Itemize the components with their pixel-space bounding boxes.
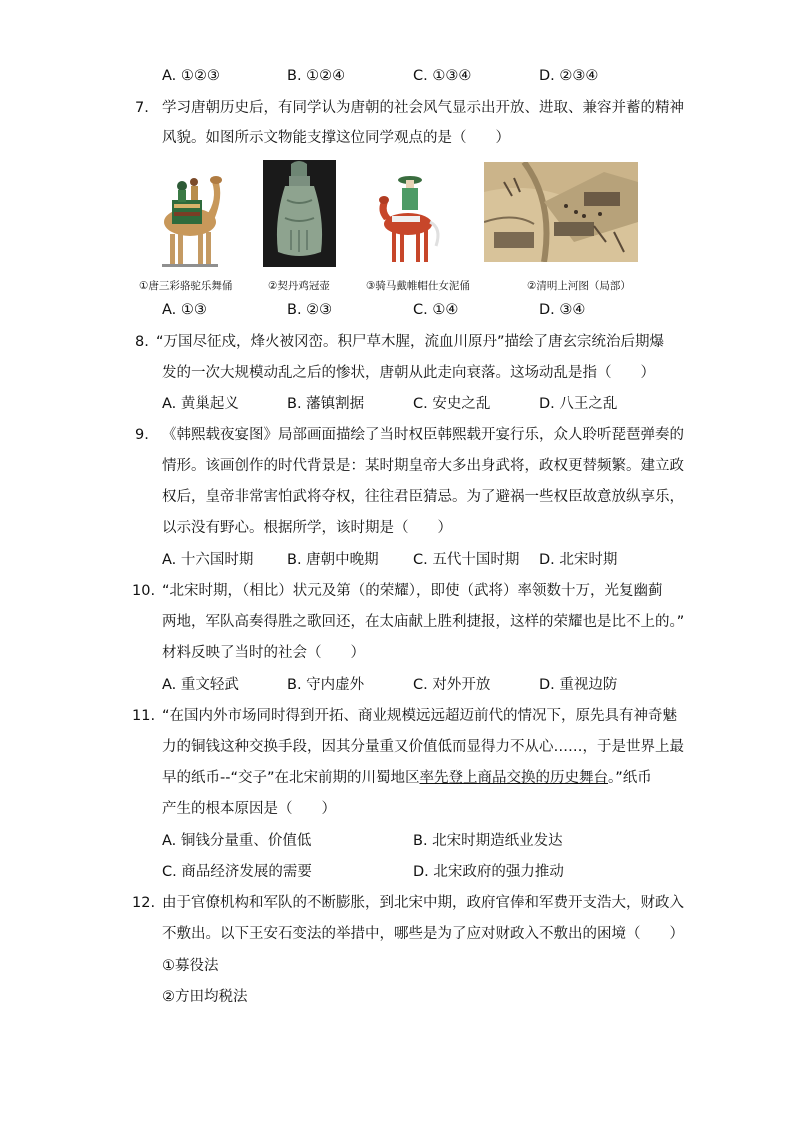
option-c: C. 对外开放 xyxy=(413,677,491,693)
list-item: ②方田均税法 xyxy=(162,989,248,1005)
option-d: D. ③④ xyxy=(539,302,586,318)
option-a: A. 十六国时期 xyxy=(162,552,254,568)
option-a: A. ①②③ xyxy=(162,68,220,84)
question-number: 9. xyxy=(135,427,149,443)
question-text: 材料反映了当时的社会（ ） xyxy=(162,645,365,661)
question-text: 两地，军队高奏得胜之歌回还，在太庙献上胜利捷报，这样的荣耀也是比不上的。” xyxy=(162,614,685,630)
question-text: 权后，皇帝非常害怕武将夺权，往往君臣猜忌。为了避祸一些权臣故意放纵享乐， xyxy=(162,489,684,505)
qingming-scroll-image xyxy=(484,162,638,262)
option-b: B. 藩镇割据 xyxy=(287,396,365,412)
question-text: 情形。该画创作的时代背景是：某时期皇帝大多出身武将，政权更替频繁。建立政 xyxy=(162,458,684,474)
question-text: 力的铜钱这种交换手段，因其分量重又价值低而显得力不从心……，于是世界上最 xyxy=(162,739,684,755)
question-text: 由于官僚机构和军队的不断膨胀，到北宋中期，政府官俸和军费开支浩大，财政入 xyxy=(162,895,684,911)
question-text: 产生的根本原因是（ ） xyxy=(162,801,336,817)
option-d: D. 重视边防 xyxy=(539,677,618,693)
option-b: B. ②③ xyxy=(287,302,333,318)
question-text: “北宋时期，（相比）状元及第（的荣耀），即使（武将）率领数十万，光复幽蓟 xyxy=(162,583,663,599)
camel-figurine-image xyxy=(148,160,224,272)
question-text: “万国尽征戍，烽火被冈峦。积尸草木腥，流血川原丹”描绘了唐玄宗统治后期爆 xyxy=(156,334,665,350)
figure-caption: ②契丹鸡冠壶 xyxy=(268,280,330,292)
question-text: 不敷出。以下王安石变法的举措中，哪些是为了应对财政入不敷出的困境（ ） xyxy=(162,926,684,942)
figure-caption: ①唐三彩骆驼乐舞俑 xyxy=(139,280,233,292)
option-c: C. 安史之乱 xyxy=(413,396,491,412)
question-text: “在国内外市场同时得到开拓、商业规模远远超迈前代的情况下，原先具有神奇魅 xyxy=(162,708,678,724)
option-a: A. 黄巢起义 xyxy=(162,396,239,412)
question-text xyxy=(162,768,652,788)
option-a: A. 铜钱分量重、价值低 xyxy=(162,833,312,849)
option-d: D. 北宋时期 xyxy=(539,552,618,568)
question-text: 以示没有野心。根据所学，该时期是（ ） xyxy=(162,520,452,536)
question-number: 12. xyxy=(132,895,156,911)
question-text: 《韩熙载夜宴图》局部画面描绘了当时权臣韩熙载开宴行乐，众人聆听琵琶弹奏的 xyxy=(162,427,684,443)
cockscomb-flask-image xyxy=(263,160,336,267)
option-a: A. 重文轻武 xyxy=(162,677,239,693)
text-segment: 早的纸币--“交子”在北宋前期的川蜀地区 xyxy=(162,770,420,786)
figure-caption: ③骑马戴帷帽仕女泥俑 xyxy=(366,280,470,292)
option-d: D. ②③④ xyxy=(539,68,599,84)
question-text: 学习唐朝历史后，有同学认为唐朝的社会风气显示出开放、进取、兼容并蓄的精神 xyxy=(162,100,684,116)
question-number: 11. xyxy=(132,708,156,724)
option-c: C. 五代十国时期 xyxy=(413,552,520,568)
option-d: D. 八王之乱 xyxy=(539,396,618,412)
option-c: C. ①④ xyxy=(413,302,459,318)
question-number: 10. xyxy=(132,583,156,599)
option-b: B. 北宋时期造纸业发达 xyxy=(413,833,563,849)
text-segment: 。”纸币 xyxy=(608,770,652,786)
option-b: B. ①②④ xyxy=(287,68,346,84)
question-text: 风貌。如图所示文物能支撑这位同学观点的是（ ） xyxy=(162,130,510,146)
question-number: 8. xyxy=(135,334,149,350)
figure-caption: ②清明上河图（局部） xyxy=(527,280,631,292)
question-text: 发的一次大规模动乱之后的惨状，唐朝从此走向衰落。这场动乱是指（ ） xyxy=(162,365,655,381)
option-d: D. 北宋政府的强力推动 xyxy=(413,864,564,880)
option-b: B. 唐朝中晚期 xyxy=(287,552,379,568)
question-number: 7. xyxy=(135,100,149,116)
horse-rider-figurine-image xyxy=(372,170,452,270)
list-item: ①募役法 xyxy=(162,958,219,974)
option-c: C. ①③④ xyxy=(413,68,472,84)
option-b: B. 守内虚外 xyxy=(287,677,365,693)
option-c: C. 商品经济发展的需要 xyxy=(162,864,312,880)
option-a: A. ①③ xyxy=(162,302,207,318)
underlined-text: 率先登上商品交换的历史舞台 xyxy=(419,770,608,786)
